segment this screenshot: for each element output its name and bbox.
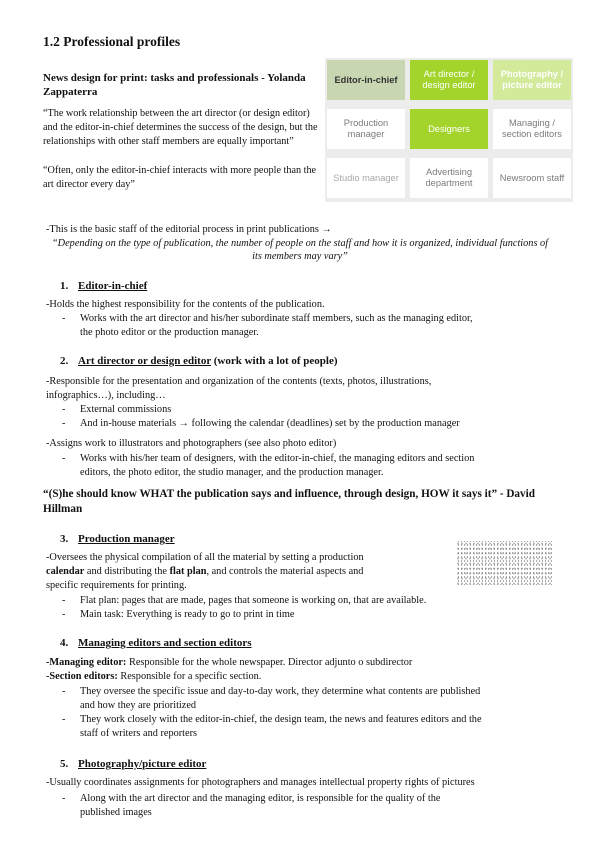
- section-title: Managing editors and section editors: [78, 637, 252, 649]
- section-2-heading: [60, 355, 338, 367]
- page-title: 1.2 Professional profiles: [43, 34, 181, 49]
- section-2-line-1: -Responsible for the presentation and organization of the contents (texts, photos, illustrations,: [46, 376, 432, 387]
- grid-cell-art-director: Art director / design editor: [410, 60, 488, 100]
- grid-cell-managing-editors: Managing / section editors: [493, 109, 571, 149]
- bullet-item: - They oversee the specific issue and day-to-day work, they determine what contents are published: [62, 686, 481, 697]
- staff-grid: [325, 58, 573, 202]
- managing-editor-line: -Managing editor: Responsible for the whole newspaper. Director adjunto o subdirector: [46, 657, 413, 668]
- section-3-line-2: calendar and distributing the flat plan, and controls the material aspects and: [46, 566, 364, 577]
- section-number: 1.: [60, 280, 69, 292]
- section-title: Photography/picture editor: [78, 758, 207, 770]
- grid-cell-editor-in-chief: Editor-in-chief: [327, 60, 405, 100]
- section-title: Production manager: [78, 533, 175, 545]
- bullet-continuation: published images: [80, 807, 152, 818]
- bullet-continuation: staff of writers and reporters: [80, 728, 198, 739]
- basic-staff-quote: “Depending on the type of publication, the number of people on the staff and how it is organized, individual functions of its members may vary”: [51, 238, 549, 262]
- bullet-item: - And in-house materials → following the calendar (deadlines) set by the production manager: [62, 418, 460, 429]
- section-number: 4.: [60, 637, 69, 649]
- section-editors-line: -Section editors: Responsible for a specific section.: [46, 671, 262, 682]
- section-2-line-2: infographics…), including…: [46, 390, 166, 401]
- section-1-heading: [60, 280, 147, 292]
- section-suffix: (work with a lot of people): [211, 355, 338, 367]
- hillman-quote: “(S)he should know WHAT the publication says and influence, through design, HOW it says it” - David Hillman: [43, 488, 535, 515]
- section-1-line: -Holds the highest responsibility for the contents of the publication.: [46, 299, 325, 310]
- section-number: 5.: [60, 758, 69, 770]
- bullet-item: - Flat plan: pages that are made, pages that someone is working on, that are available.: [62, 595, 427, 606]
- bullet-item: - Works with his/her team of designers, with the editor-in-chief, the managing editors and section: [62, 453, 475, 464]
- section-title: Art director or design editor: [78, 355, 211, 367]
- section-5-heading: [60, 758, 206, 770]
- section-5-line: -Usually coordinates assignments for photographers and manages intellectual property rights of pictures: [46, 777, 475, 788]
- section-2-line-3: -Assigns work to illustrators and photographers (see also photo editor): [46, 438, 337, 449]
- bullet-continuation: the photo editor or the production manager.: [80, 327, 259, 338]
- intro-quote-1: “The work relationship between the art director (or design editor) and the editor-in-chief determines the success of the design, but the relationships with other staff members are equally important”: [43, 108, 318, 147]
- section-3-line-3: specific requirements for printing.: [46, 580, 187, 591]
- grid-cell-photography: Photography / picture editor: [493, 60, 571, 100]
- noise-image: [456, 541, 552, 585]
- intro-quote-2: “Often, only the editor-in-chief interacts with more people than the art director every day”: [43, 165, 317, 190]
- grid-cell-production-manager: Production manager: [327, 109, 405, 149]
- section-number: 3.: [60, 533, 69, 545]
- basic-staff-text: -This is the basic staff of the editorial process in print publications →: [46, 224, 332, 235]
- intro-title: News design for print: tasks and professionals - Yolanda Zappaterra: [43, 72, 306, 98]
- bullet-item: - Works with the art director and his/her subordinate staff members, such as the managing editor,: [62, 313, 473, 324]
- section-3-line-1: -Oversees the physical compilation of all the material by setting a production: [46, 552, 364, 563]
- bullet-item: - Along with the art director and the managing editor, is responsible for the quality of the: [62, 793, 441, 804]
- grid-cell-newsroom-staff: Newsroom staff: [493, 158, 571, 198]
- bullet-continuation: and how they are prioritized: [80, 700, 197, 711]
- grid-cell-designers: Designers: [410, 109, 488, 149]
- grid-cell-advertising: Advertising department: [410, 158, 488, 198]
- bullet-continuation: editors, the photo editor, the studio manager, and the production manager.: [80, 467, 384, 478]
- bullet-item: - External commissions: [62, 404, 172, 415]
- section-4-heading: [60, 637, 252, 649]
- section-title: Editor-in-chief: [78, 280, 148, 292]
- bullet-item: - Main task: Everything is ready to go to print in time: [62, 609, 295, 620]
- section-number: 2.: [60, 355, 69, 367]
- bullet-item: - They work closely with the editor-in-chief, the design team, the news and features editors and the: [62, 714, 482, 725]
- section-3-heading: [60, 533, 175, 545]
- grid-cell-studio-manager: Studio manager: [327, 158, 405, 198]
